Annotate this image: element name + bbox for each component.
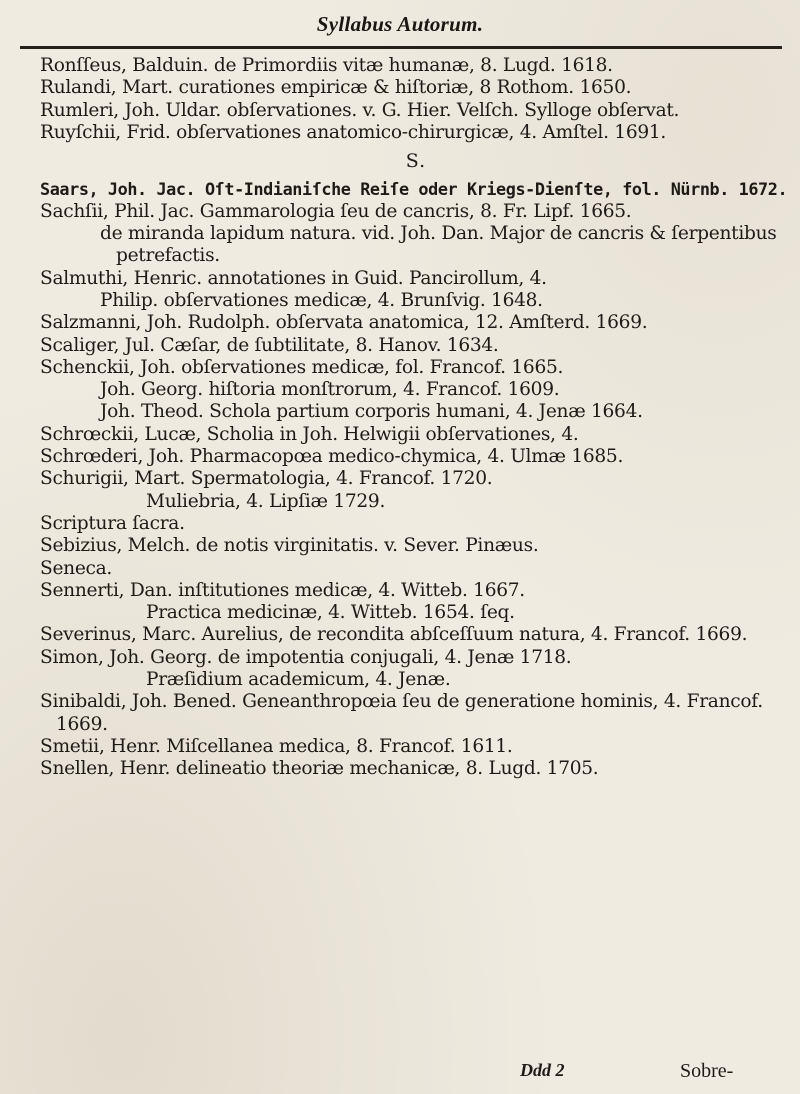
bibliography-entry: Joh. Theod. Schola partium corporis humani, 4. Jenæ 1664. (100, 401, 643, 423)
bibliography-entries-s (40, 201, 792, 781)
bibliography-entry: Snellen, Henr. delineatio theoriæ mechanicæ, 8. Lugd. 1705. (40, 758, 599, 780)
page-footer (0, 1060, 800, 1086)
bibliography-entry: Salmuthi, Henric. annotationes in Guid. Pancirollum, 4. (40, 267, 547, 289)
section-letter: S. (405, 150, 427, 173)
bibliography-entry: Schrœckii, Lucæ, Scholia in Joh. Helwigii obſervationes, 4. (40, 423, 579, 445)
bibliography-entry: Philip. obſervationes medicæ, 4. Brunſvig. 1648. (100, 289, 543, 311)
header-rule (20, 46, 782, 49)
bibliography-entry: Practica medicinæ, 4. Witteb. 1654. ſeq. (146, 602, 515, 624)
signature-mark: Ddd 2 (520, 1060, 565, 1080)
bibliography-entry: Schrœderi, Joh. Pharmacopœa medico-chymica, 4. Ulmæ 1685. (40, 446, 624, 468)
bibliography-entry: Ruyſchii, Frid. obſervationes anatomico-chirurgicæ, 4. Amſtel. 1691. (40, 121, 667, 143)
bibliography-entry: Simon, Joh. Georg. de impotentia conjugali, 4. Jenæ 1718. (40, 646, 572, 668)
bibliography-entry-blackletter: Saars, Joh. Jac. Oſt-Indianiſche Reiſe oder Kriegs-Dienſte, fol. Nürnb. 1672. (40, 179, 788, 200)
bibliography-entry: Schenckii, Joh. obſervationes medicæ, fol. Francof. 1665. (40, 356, 564, 378)
bibliography-entry: Rumleri, Joh. Uldar. obſervationes. v. G. Hier. Velſch. Sylloge obſervat. (40, 99, 680, 121)
bibliography-entry: Joh. Georg. hiſtoria monſtrorum, 4. Francof. 1609. (100, 379, 560, 401)
catchword: Sobre- (680, 1060, 734, 1082)
bibliography-entry: de miranda lapidum natura. vid. Joh. Dan. Major de cancris & ſerpentibus petrefactis. (100, 223, 783, 267)
bibliography-entry: Severinus, Marc. Aurelius, de recondita abſceſſuum natura, 4. Francof. 1669. (40, 624, 748, 646)
bibliography-entry: Scaliger, Jul. Cæſar, de ſubtilitate, 8. Hanov. 1634. (40, 334, 499, 356)
bibliography-entry: Sinibaldi, Joh. Bened. Geneanthropœia ſeu de generatione hominis, 4. Francof. 1669. (40, 691, 769, 735)
bibliography-entry: Seneca. (40, 557, 113, 579)
bibliography-entry: Sennerti, Dan. inſtitutiones medicæ, 4. Witteb. 1667. (40, 579, 525, 601)
bibliography-entry: Schurigii, Mart. Spermatologia, 4. Francof. 1720. (40, 468, 493, 490)
bibliography-entry: Rulandi, Mart. curationes empiricæ & hiſtoriæ, 8 Rothom. 1650. (40, 77, 632, 99)
bibliography-entry: Scriptura ſacra. (40, 512, 185, 534)
bibliography-entry: Sebizius, Melch. de notis virginitatis. v. Sever. Pinæus. (40, 535, 539, 557)
bibliography-entry: Muliebria, 4. Lipſiæ 1729. (146, 490, 386, 512)
bibliography-entry: Salzmanni, Joh. Rudolph. obſervata anatomica, 12. Amſterd. 1669. (40, 312, 648, 334)
bibliography-list (40, 55, 792, 781)
running-head: Syllabus Autorum. (316, 12, 484, 36)
bibliography-entry: Smetii, Henr. Miſcellanea medica, 8. Francof. 1611. (40, 735, 513, 757)
bibliography-entry: Sachſii, Phil. Jac. Gammarologia ſeu de cancris, 8. Fr. Lipf. 1665. (40, 200, 632, 222)
bibliography-entry: Præſidium academicum, 4. Jenæ. (146, 669, 451, 691)
bibliography-entry: Ronſſeus, Balduin. de Primordiis vitæ humanæ, 8. Lugd. 1618. (40, 55, 613, 76)
